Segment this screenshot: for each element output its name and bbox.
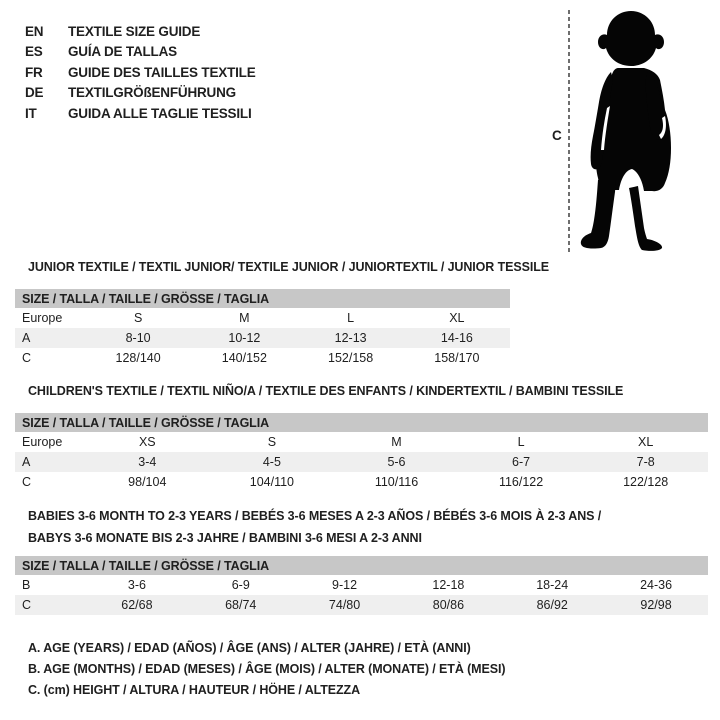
table-row-europe (15, 308, 510, 328)
table-cell: M (391, 435, 402, 449)
table-cell: L (347, 311, 355, 325)
table-cell: 8-10 (125, 331, 151, 345)
lang-code: ES (25, 44, 43, 60)
lang-row-es (25, 42, 256, 63)
table-row-age (15, 452, 708, 472)
table-cell: 12-18 (432, 578, 465, 592)
lang-row-it (25, 103, 256, 124)
table-cell: 62/68 (121, 598, 153, 612)
table-cell: 104/110 (249, 475, 295, 489)
lang-row-de (25, 83, 256, 104)
babies-title-line2: BABYS 3-6 MONATE BIS 2-3 JAHRE / BAMBINI 3-6 MESI A 2-3 ANNI (28, 530, 422, 545)
section-title-junior: JUNIOR TEXTILE / TEXTIL JUNIOR/ TEXTILE JUNIOR / JUNIORTEXTIL / JUNIOR TESSILE (28, 260, 549, 274)
table-cell: 6-9 (231, 578, 250, 592)
lang-row-fr (25, 62, 256, 83)
lang-title: TEXTILE SIZE GUIDE (68, 23, 201, 39)
table-cell: 116/122 (498, 475, 544, 489)
table-cell: 7-8 (636, 455, 655, 469)
table-cell: 9-12 (332, 578, 358, 592)
lang-title: GUIDA ALLE TAGLIE TESSILI (68, 105, 252, 121)
table-cell: 3-4 (138, 455, 157, 469)
section-title-babies (28, 506, 601, 549)
table-cell: 80/86 (432, 598, 465, 612)
row-label: C (22, 598, 32, 612)
note-c: C. (cm) HEIGHT / ALTURA / HAUTEUR / HÖHE / ALTEZZA (28, 683, 361, 697)
table-cell: 86/92 (536, 598, 568, 612)
table-cell: 14-16 (440, 331, 473, 345)
language-title-list (25, 21, 256, 124)
table-row-age (15, 328, 510, 348)
table-cell: 18-24 (536, 578, 569, 592)
table-cell: 158/170 (434, 351, 480, 365)
table-cell: 152/158 (328, 351, 374, 365)
lang-row-en (25, 21, 256, 42)
table-header: SIZE / TALLA / TAILLE / GRÖSSE / TAGLIA (15, 556, 708, 575)
table-cell: 140/152 (221, 351, 267, 365)
lang-title: GUÍA DE TALLAS (68, 44, 177, 60)
table-cell: 92/98 (640, 598, 672, 612)
table-cell: XL (638, 435, 654, 449)
measure-label-c: C (552, 128, 562, 143)
lang-code: IT (25, 105, 37, 121)
size-table-babies (15, 556, 708, 615)
lang-title: TEXTILGRÖßENFÜHRUNG (68, 85, 236, 101)
row-label: B (22, 578, 31, 592)
table-cell: 24-36 (640, 578, 673, 592)
row-label: Europe (22, 435, 63, 449)
lang-code: DE (25, 85, 44, 101)
note-b: B. AGE (MONTHS) / EDAD (MESES) / ÂGE (MOIS) / ALTER (MONATE) / ETÀ (MESI) (28, 662, 506, 676)
lang-code: EN (25, 23, 44, 39)
row-label: A (22, 455, 31, 469)
table-cell: 10-12 (228, 331, 261, 345)
table-cell: M (239, 311, 250, 325)
note-a: A. AGE (YEARS) / EDAD (AÑOS) / ÂGE (ANS) / ALTER (JAHRE) / ETÀ (ANNI) (28, 641, 471, 655)
table-cell: XL (449, 311, 465, 325)
table-cell: 68/74 (225, 598, 257, 612)
table-cell: 122/128 (623, 475, 669, 489)
table-cell: L (517, 435, 525, 449)
table-cell: 5-6 (387, 455, 406, 469)
table-cell: 110/116 (374, 475, 419, 489)
row-label: A (22, 331, 31, 345)
section-title-children: CHILDREN'S TEXTILE / TEXTIL NIÑO/A / TEXTILE DES ENFANTS / KINDERTEXTIL / BAMBINI TESSILE (28, 384, 624, 398)
table-row-height (15, 472, 708, 492)
row-label: C (22, 351, 32, 365)
table-cell: 3-6 (127, 578, 146, 592)
table-row-months (15, 575, 708, 595)
table-row-height (15, 348, 510, 368)
table-cell: XS (138, 435, 156, 449)
row-label: Europe (22, 311, 63, 325)
table-cell: S (133, 311, 143, 325)
table-cell: 74/80 (328, 598, 361, 612)
table-header: SIZE / TALLA / TAILLE / GRÖSSE / TAGLIA (15, 289, 510, 308)
table-cell: 98/104 (128, 475, 167, 489)
table-cell: 6-7 (512, 455, 531, 469)
lang-code: FR (25, 64, 43, 80)
lang-title: GUIDE DES TAILLES TEXTILE (68, 64, 256, 80)
table-header: SIZE / TALLA / TAILLE / GRÖSSE / TAGLIA (15, 413, 708, 432)
height-measure-dashed-line (568, 10, 570, 252)
table-cell: S (267, 435, 277, 449)
table-cell: 4-5 (262, 455, 281, 469)
legend-notes (28, 638, 505, 701)
table-cell: 128/140 (115, 351, 161, 365)
toddler-silhouette-icon (578, 8, 684, 252)
size-table-junior (15, 289, 510, 368)
size-table-children (15, 413, 708, 492)
row-label: C (22, 475, 32, 489)
table-row-height (15, 595, 708, 615)
table-row-europe (15, 432, 708, 452)
table-cell: 12-13 (334, 331, 367, 345)
babies-title-line1: BABIES 3-6 MONTH TO 2-3 YEARS / BEBÉS 3-6 MESES A 2-3 AÑOS / BÉBÉS 3-6 MOIS À 2-3 ANS / (28, 509, 602, 523)
